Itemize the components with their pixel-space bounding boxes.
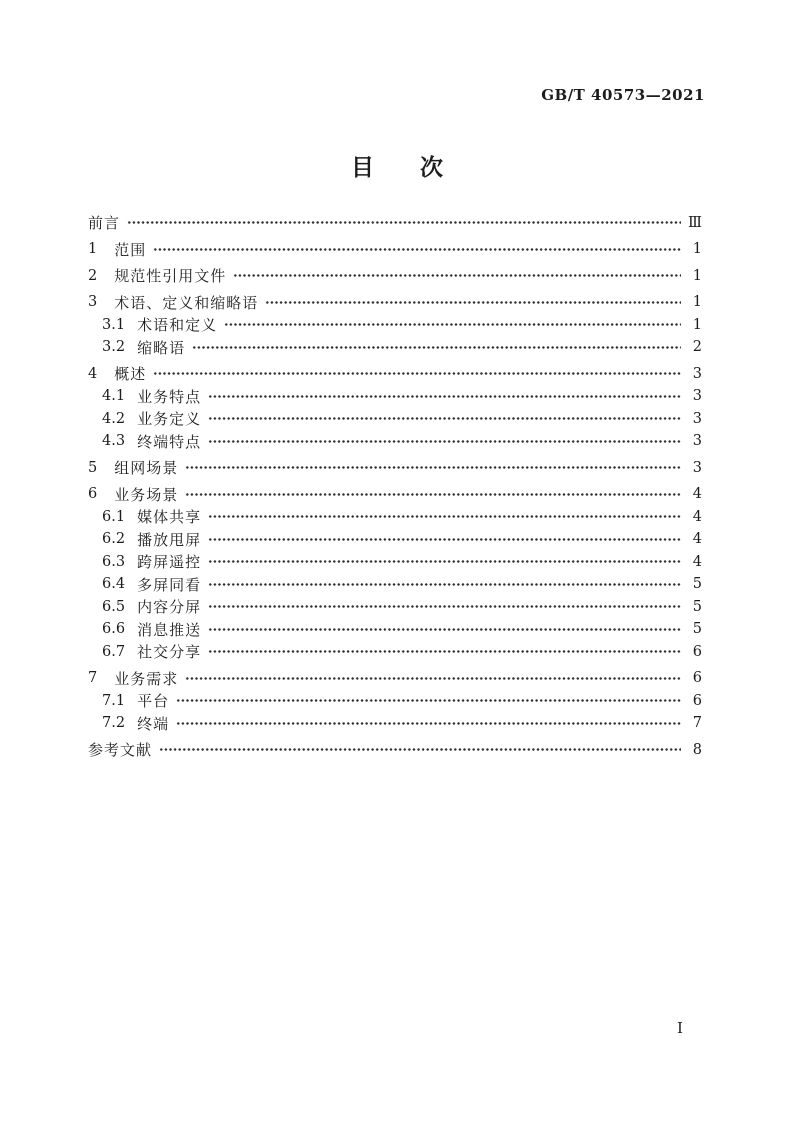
toc-entry-page: 4 <box>692 531 702 548</box>
toc-entry <box>88 506 702 528</box>
toc-entry-number: 4.3 <box>102 433 126 450</box>
toc-entry <box>88 265 702 287</box>
toc-entry <box>88 574 702 596</box>
toc-entry-page: 1 <box>692 316 702 333</box>
toc-entry-label: 跨屏遥控 <box>137 553 202 572</box>
toc-entry-number: 6.5 <box>102 598 126 615</box>
dot-leader <box>208 434 681 449</box>
dot-leader <box>208 532 681 547</box>
toc-entry <box>88 239 702 261</box>
dot-leader <box>153 366 681 381</box>
dot-leader <box>265 295 681 310</box>
toc-entry <box>88 619 702 641</box>
toc-entry <box>88 314 702 336</box>
toc-entry-page: 3 <box>692 459 702 476</box>
toc-entry <box>88 641 702 663</box>
toc-entry-label: 业务场景 <box>114 485 179 504</box>
toc-entry-page: 4 <box>692 553 702 570</box>
dot-leader <box>208 509 681 524</box>
toc-entry <box>88 408 702 430</box>
toc-entry-page: 8 <box>692 741 702 758</box>
toc-entry-number: 5 <box>88 459 98 476</box>
toc-entry-page: 3 <box>692 388 702 405</box>
toc-entry-label: 媒体共享 <box>137 508 202 527</box>
toc-entry-number: 4.1 <box>102 388 126 405</box>
toc-entry-page: 7 <box>692 715 702 732</box>
toc-entry <box>88 363 702 385</box>
dot-leader <box>208 622 681 637</box>
toc-entry-number: 3 <box>88 294 98 311</box>
toc-entry-page: 3 <box>692 365 702 382</box>
toc-entry-label: 多屏同看 <box>137 575 202 594</box>
dot-leader <box>159 742 681 757</box>
toc-entry-number: 2 <box>88 267 98 284</box>
toc-entry-label: 前言 <box>88 214 121 233</box>
toc-entry-label: 内容分屏 <box>137 598 202 617</box>
toc-entry-page: 6 <box>692 692 702 709</box>
toc-entry <box>88 713 702 735</box>
toc-entry <box>88 457 702 479</box>
toc-entry <box>88 386 702 408</box>
dot-leader <box>185 487 681 502</box>
toc-entry-label: 概述 <box>114 365 147 384</box>
toc-list <box>88 212 702 761</box>
toc-entry-label: 社交分享 <box>137 643 202 662</box>
toc-entry-number: 4.2 <box>102 410 126 427</box>
toc-entry <box>88 529 702 551</box>
dot-leader <box>224 317 681 332</box>
toc-entry-page: 5 <box>692 621 702 638</box>
dot-leader <box>185 671 681 686</box>
toc-entry-number: 3.1 <box>102 316 126 333</box>
toc-entry-number: 6.1 <box>102 508 126 525</box>
toc-entry-label: 术语和定义 <box>137 316 218 335</box>
toc-entry <box>88 551 702 573</box>
toc-entry-label: 播放甩屏 <box>137 530 202 549</box>
dot-leader <box>208 599 681 614</box>
dot-leader <box>192 340 681 355</box>
toc-entry-label: 业务定义 <box>137 410 202 429</box>
toc-entry-page: 1 <box>692 294 702 311</box>
toc-entry-number: 6.6 <box>102 621 126 638</box>
toc-entry-label: 参考文献 <box>88 741 153 760</box>
toc-entry <box>88 484 702 506</box>
toc-entry-label: 业务需求 <box>114 669 179 688</box>
toc-entry-label: 业务特点 <box>137 387 202 406</box>
toc-entry-number: 6.2 <box>102 531 126 548</box>
toc-entry-page: 4 <box>692 508 702 525</box>
toc-entry-page: 3 <box>692 410 702 427</box>
toc-entry-number: 6.3 <box>102 553 126 570</box>
dot-leader <box>176 693 681 708</box>
toc-entry <box>88 690 702 712</box>
toc-entry-label: 平台 <box>137 692 170 711</box>
toc-entry-label: 终端 <box>137 714 170 733</box>
toc-entry-number: 7.1 <box>102 692 126 709</box>
toc-entry-page: 1 <box>692 241 702 258</box>
toc-entry-number: 1 <box>88 241 98 258</box>
dot-leader <box>208 389 681 404</box>
toc-entry-page: 5 <box>692 598 702 615</box>
toc-entry-label: 缩略语 <box>137 338 186 357</box>
toc-entry-number: 4 <box>88 365 98 382</box>
toc-entry <box>88 431 702 453</box>
toc-entry-number: 6 <box>88 486 98 503</box>
standard-number: GB/T 40573—2021 <box>541 86 705 104</box>
toc-entry-number: 6.7 <box>102 643 126 660</box>
dot-leader <box>176 716 681 731</box>
toc-entry-number: 7 <box>88 670 98 687</box>
dot-leader <box>153 242 681 257</box>
dot-leader <box>208 644 681 659</box>
toc-entry <box>88 739 702 761</box>
toc-entry <box>88 596 702 618</box>
toc-entry <box>88 337 702 359</box>
toc-entry-number: 6.4 <box>102 576 126 593</box>
footer-page-number: Ⅰ <box>677 1019 684 1037</box>
dot-leader <box>208 554 681 569</box>
page-title: 目 次 <box>351 155 443 181</box>
dot-leader <box>208 577 681 592</box>
toc-entry-page: 1 <box>692 267 702 284</box>
toc-entry-page: 6 <box>692 643 702 660</box>
toc-entry-label: 术语、定义和缩略语 <box>114 293 259 312</box>
toc-entry-page: 2 <box>692 339 702 356</box>
toc-entry-number: 7.2 <box>102 715 126 732</box>
dot-leader <box>233 268 681 283</box>
toc-entry <box>88 292 702 314</box>
toc-entry-page: 6 <box>692 670 702 687</box>
toc-entry-label: 消息推送 <box>137 620 202 639</box>
toc-entry-label: 规范性引用文件 <box>114 267 227 286</box>
toc-entry-page: 3 <box>692 433 702 450</box>
toc-entry-page: 5 <box>692 576 702 593</box>
toc-entry-page: Ⅲ <box>688 214 702 231</box>
toc-entry <box>88 212 702 234</box>
dot-leader <box>185 460 681 475</box>
toc-entry-label: 终端特点 <box>137 432 202 451</box>
toc-entry <box>88 668 702 690</box>
dot-leader <box>208 411 681 426</box>
toc-entry-label: 范围 <box>114 240 147 259</box>
toc-entry-page: 4 <box>692 486 702 503</box>
toc-entry-label: 组网场景 <box>114 459 179 478</box>
toc-entry-number: 3.2 <box>102 339 126 356</box>
dot-leader <box>127 215 681 230</box>
